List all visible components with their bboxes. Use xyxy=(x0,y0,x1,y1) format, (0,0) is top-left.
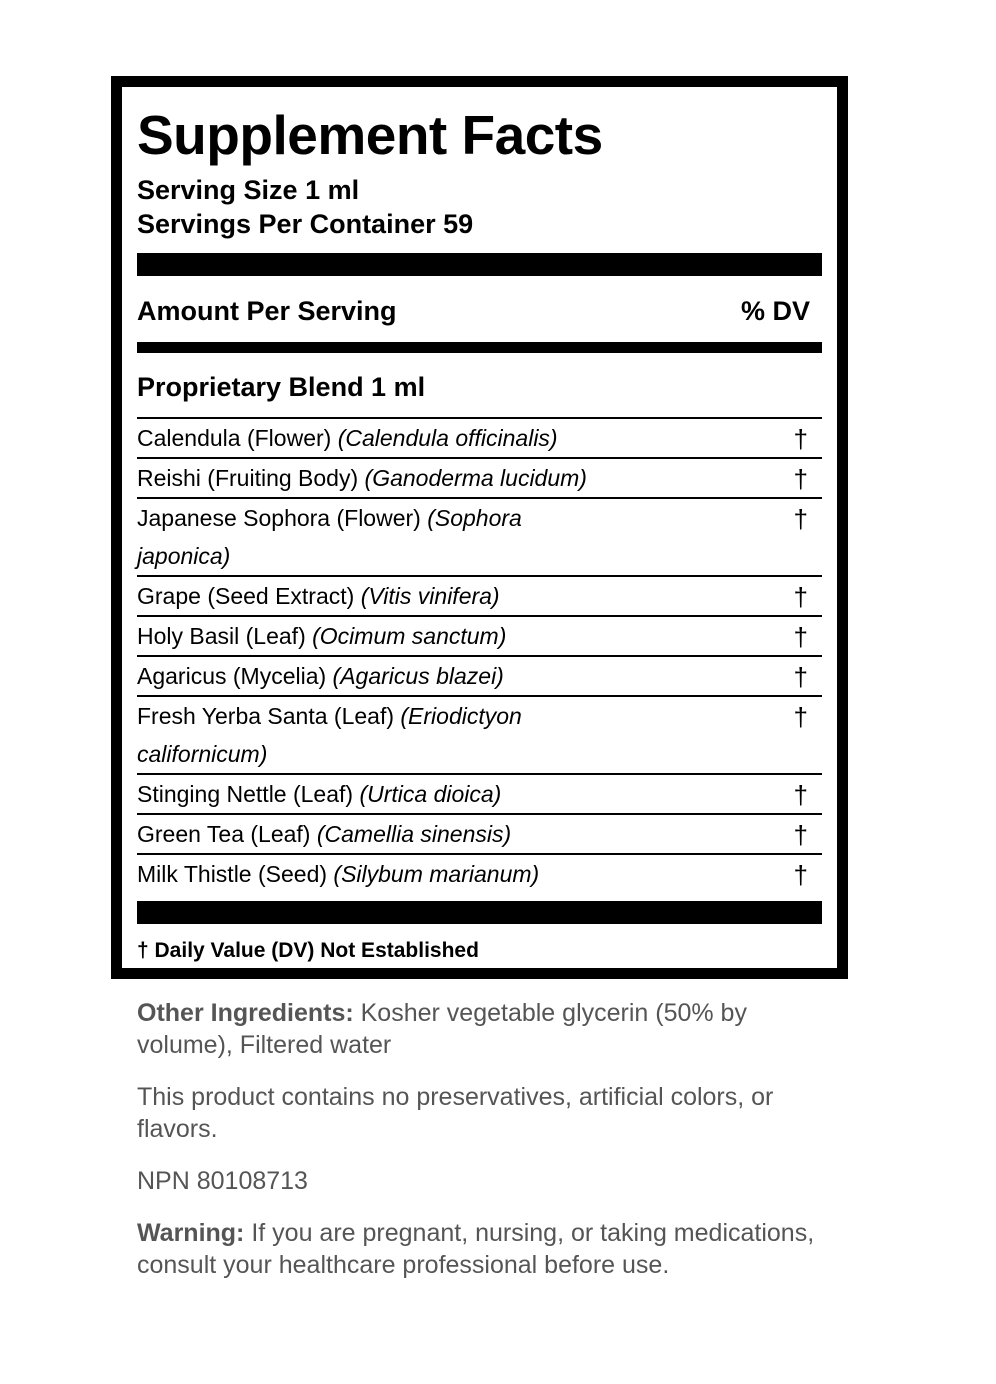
ingredient-scientific-name: (Ocimum sanctum) xyxy=(312,623,507,649)
other-ingredients-label: Other Ingredients: xyxy=(137,999,354,1027)
amount-per-serving-header: Amount Per Serving xyxy=(137,296,397,326)
ingredient-name: Stinging Nettle (Leaf) xyxy=(137,781,360,807)
other-ingredients xyxy=(137,997,837,1061)
ingredient-name: Reishi (Fruiting Body) xyxy=(137,465,365,491)
no-preservatives-statement: This product contains no preservatives, artificial colors, or flavors. xyxy=(137,1083,774,1143)
ingredient-scientific-name: (Agaricus blazei) xyxy=(332,663,504,689)
dv-dagger: † xyxy=(793,504,808,534)
ingredient-name: Holy Basil (Leaf) xyxy=(137,623,313,649)
ingredient-name: Agaricus (Mycelia) xyxy=(137,663,333,689)
ingredient-scientific-name: (Silybum marianum) xyxy=(333,861,540,887)
ingredient-name: Calendula (Flower) xyxy=(137,425,338,451)
ingredient-row xyxy=(137,657,822,697)
ingredient-scientific-name: (Urtica dioica) xyxy=(359,781,502,807)
ingredient-scientific-name: (Ganoderma lucidum) xyxy=(364,465,587,491)
ingredient-name: Green Tea (Leaf) xyxy=(137,821,317,847)
blend-title: Proprietary Blend 1 ml xyxy=(137,372,426,402)
ingredient-name: Japanese Sophora (Flower) xyxy=(137,505,428,531)
amount-header-row xyxy=(137,291,822,331)
ingredient-scientific-name: (Calendula officinalis) xyxy=(337,425,558,451)
ingredient-name: Milk Thistle (Seed) xyxy=(137,861,334,887)
supplement-facts-panel xyxy=(111,76,848,979)
ingredient-name: Grape (Seed Extract) xyxy=(137,583,361,609)
ingredient-row xyxy=(137,815,822,855)
serving-size: Serving Size 1 ml xyxy=(137,175,360,205)
ingredient-row xyxy=(137,577,822,617)
ingredient-row xyxy=(137,775,822,815)
ingredient-row xyxy=(137,855,822,893)
ingredient-scientific-name: (Vitis vinifera) xyxy=(360,583,500,609)
thick-divider-bottom xyxy=(137,901,822,924)
npn-number: NPN 80108713 xyxy=(137,1167,308,1195)
dv-dagger: † xyxy=(793,424,808,454)
other-ingredients-text: Kosher vegetable glycerin (50% by volume), Filtered water xyxy=(137,999,747,1059)
ingredient-row xyxy=(137,499,822,577)
thick-divider-top xyxy=(137,253,822,276)
ingredient-scientific-name: (Eriodictyon californicum) xyxy=(137,703,522,767)
dv-dagger: † xyxy=(793,702,808,732)
dv-dagger: † xyxy=(793,662,808,692)
ingredient-scientific-name: (Camellia sinensis) xyxy=(316,821,512,847)
warning-statement xyxy=(137,1217,837,1281)
dv-dagger: † xyxy=(793,820,808,850)
warning-text: If you are pregnant, nursing, or taking medications, consult your healthcare professional before use. xyxy=(137,1219,815,1279)
dv-dagger: † xyxy=(793,780,808,810)
supplement-facts-content xyxy=(137,87,822,968)
servings-per-container: Servings Per Container 59 xyxy=(137,209,474,239)
ingredient-scientific-name: (Sophora japonica) xyxy=(137,505,522,569)
ingredient-row xyxy=(137,419,822,459)
ingredient-row xyxy=(137,459,822,499)
dv-dagger: † xyxy=(793,582,808,612)
panel-title: Supplement Facts xyxy=(137,104,603,166)
dv-dagger: † xyxy=(793,622,808,652)
ingredient-row xyxy=(137,697,822,775)
ingredient-row xyxy=(137,617,822,657)
ingredient-list xyxy=(137,417,822,893)
medium-divider xyxy=(137,342,822,353)
dv-footnote: † Daily Value (DV) Not Established xyxy=(137,939,479,962)
ingredient-name: Fresh Yerba Santa (Leaf) xyxy=(137,703,401,729)
dv-header: % DV xyxy=(740,296,810,326)
dv-dagger: † xyxy=(793,860,808,890)
warning-label: Warning: xyxy=(137,1219,245,1247)
dv-dagger: † xyxy=(793,464,808,494)
